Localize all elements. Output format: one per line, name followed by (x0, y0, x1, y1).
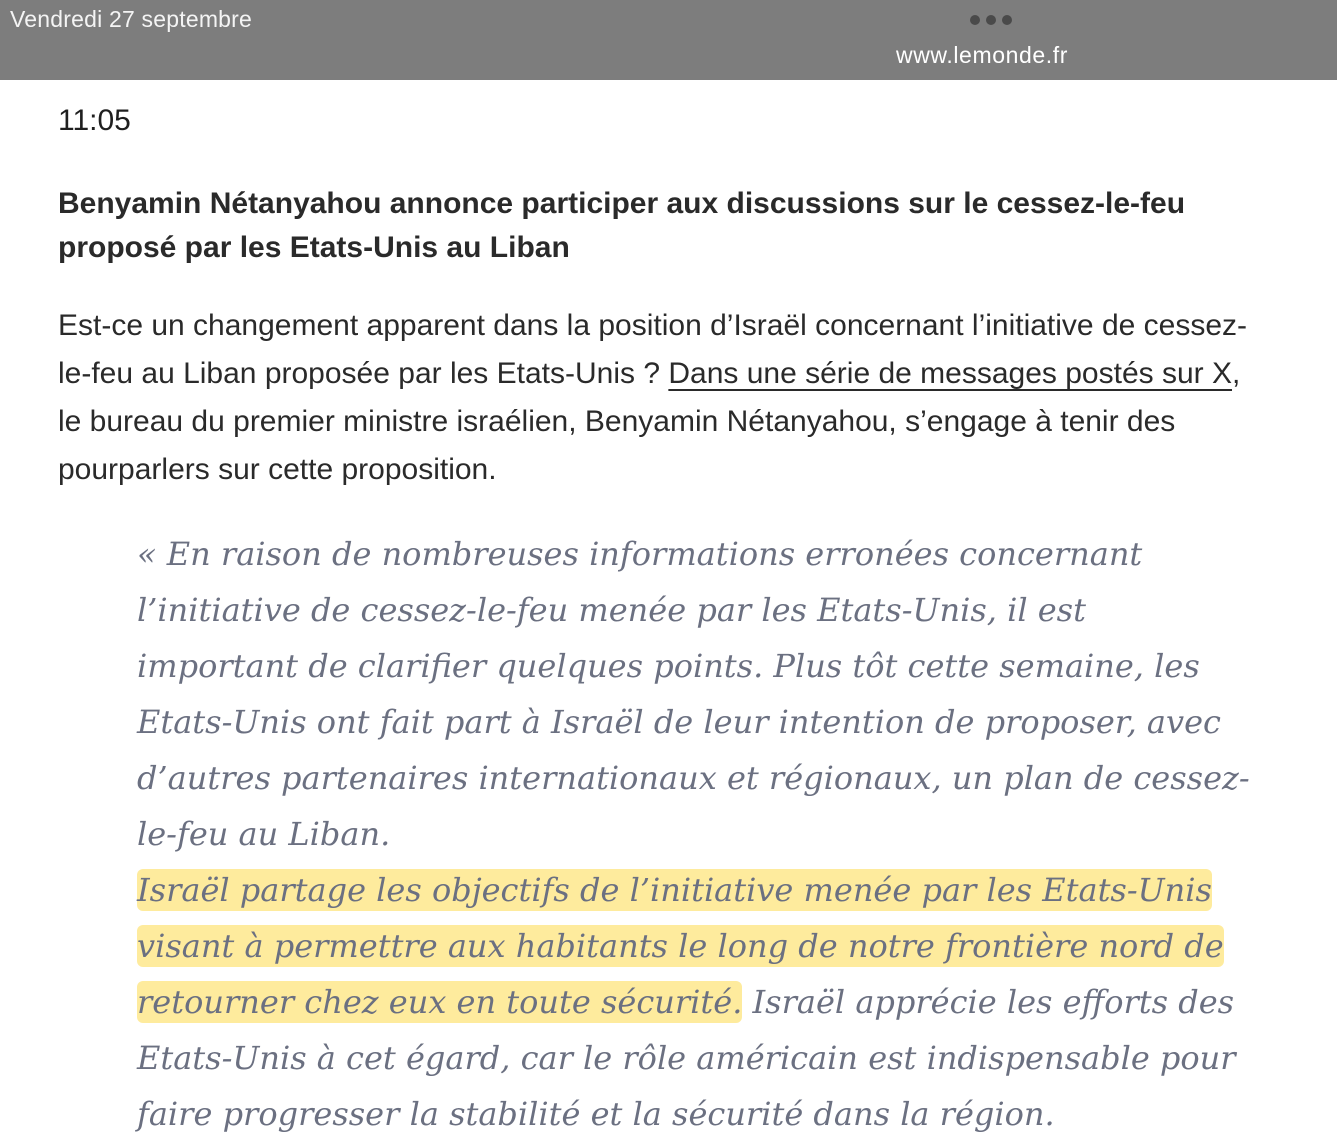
dot (1002, 15, 1012, 25)
post-intro (58, 302, 1248, 494)
dot (970, 15, 980, 25)
post-headline: Benyamin Nétanyahou annonce participer aux discussions sur le cessez-le-feu proposé par les Etats-Unis au Liban (58, 187, 1186, 264)
highlighted-text: Israël partage les objectifs de l’initiative menée par les Etats-Unis visant à permettre aux habitants le long de notre frontière nord de retourner chez eux en toute sécurité. (137, 871, 1224, 1021)
address-url[interactable]: www.lemonde.fr (896, 42, 1069, 68)
intro-text-before: Est-ce un changement apparent dans la position d’Israël concernant l’initiative de cessez-le-feu au Liban proposée par les Etats-Unis ? (58, 309, 1248, 390)
quote-block (137, 526, 1257, 1142)
quote-paragraph-1: « En raison de nombreuses informations erronées concernant l’initiative de cessez-le-feu menée par les Etats-Unis, il est important de clarifier quelques points. Plus tôt cette semaine, les Etats-Unis ont fait part à Israël de leur intention de proposer, avec d’autres partenaires internationaux et régionaux, un plan de cessez-le-feu au Liban. (137, 535, 1250, 853)
status-date: Vendredi 27 septembre (10, 6, 253, 32)
quote-paragraph-2 (137, 862, 1257, 1142)
ellipsis-icon[interactable] (970, 15, 1018, 25)
intro-text-after: , le bureau du premier ministre israélien, Benyamin Nétanyahou, s’engage à tenir des pourparlers sur cette proposition. (58, 357, 1241, 486)
quote-paragraph-2-rest: Israël apprécie les efforts des Etats-Unis à cet égard, car le rôle américain est indispensable pour faire progresser la stabilité et la sécurité dans la région. (137, 983, 1236, 1133)
dot (986, 15, 996, 25)
x-messages-link[interactable]: Dans une série de messages postés sur X (668, 357, 1232, 390)
post-time: 11:05 (58, 104, 131, 137)
browser-status-bar (0, 0, 1337, 80)
